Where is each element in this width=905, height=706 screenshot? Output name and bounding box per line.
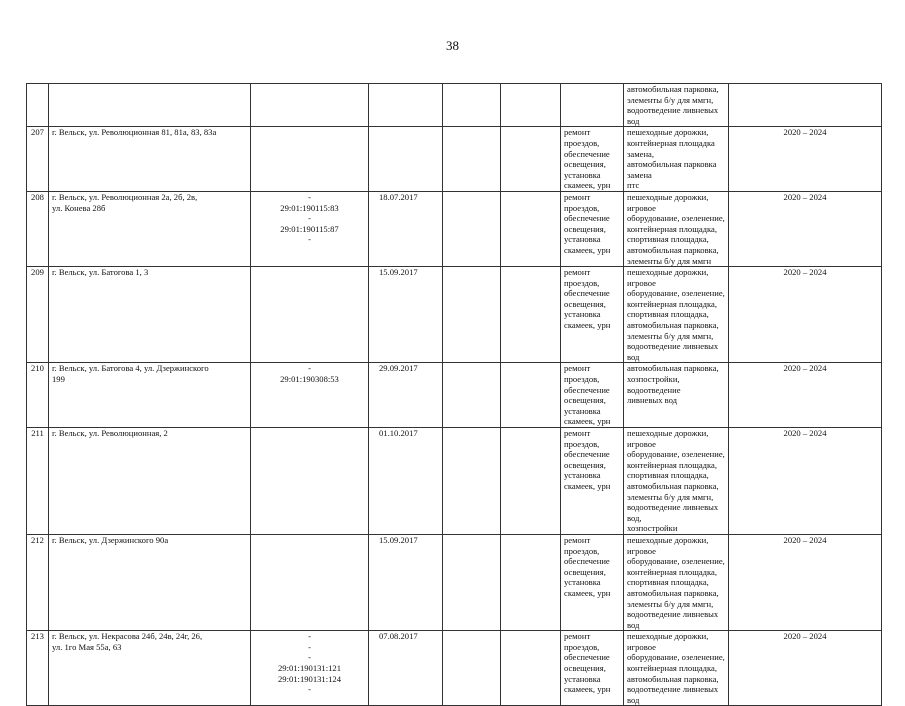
cell-address: г. Вельск, ул. Революционная, 2 bbox=[49, 428, 251, 535]
cell-empty-a bbox=[443, 127, 501, 192]
cell-date: 15.09.2017 bbox=[369, 534, 443, 630]
cell-period: 2020 – 2024 bbox=[729, 267, 882, 363]
cell-date: 18.07.2017 bbox=[369, 191, 443, 266]
cell-address: г. Вельск, ул. Дзержинского 90а bbox=[49, 534, 251, 630]
cell-cadastral bbox=[251, 84, 369, 127]
cell-num: 212 bbox=[27, 534, 49, 630]
registry-table bbox=[26, 83, 882, 706]
cell-period bbox=[729, 84, 882, 127]
cell-num bbox=[27, 84, 49, 127]
table-row bbox=[27, 191, 882, 266]
cell-date bbox=[369, 84, 443, 127]
cell-empty-a bbox=[443, 84, 501, 127]
cell-works: ремонт проездов, обеспечение освещения, установка скамеек, урн bbox=[561, 267, 624, 363]
cell-empty-b bbox=[501, 84, 561, 127]
cell-empty-b bbox=[501, 363, 561, 428]
cell-num: 213 bbox=[27, 631, 49, 706]
cell-empty-b bbox=[501, 428, 561, 535]
cell-address: г. Вельск, ул. Батогова 1, 3 bbox=[49, 267, 251, 363]
cell-address bbox=[49, 84, 251, 127]
cell-amenities: пешеходные дорожки, игровое оборудование, озеленение, контейнерная площадка, спортивная площадка, автомобильная парковка, элементы б/у для ммгн, водоотведение ливневых вод bbox=[624, 267, 729, 363]
cell-amenities: пешеходные дорожки, игровое оборудование, озеленение, контейнерная площадка, автомобильная парковка, водоотведение ливневых вод bbox=[624, 631, 729, 706]
cell-num: 207 bbox=[27, 127, 49, 192]
cell-empty-b bbox=[501, 534, 561, 630]
cell-amenities: автомобильная парковка, хозпостройки, водоотведение ливневых вод bbox=[624, 363, 729, 428]
cell-date: 29.09.2017 bbox=[369, 363, 443, 428]
cell-amenities bbox=[624, 84, 729, 127]
cell-cadastral: - 29:01:190115:83 - 29:01:190115:87 - bbox=[251, 191, 369, 266]
cell-cadastral bbox=[251, 127, 369, 192]
cell-empty-b bbox=[501, 631, 561, 706]
cell-address: г. Вельск, ул. Батогова 4, ул. Дзержинского 199 bbox=[49, 363, 251, 428]
cell-empty-a bbox=[443, 191, 501, 266]
cell-works: ремонт проездов, обеспечение освещения, установка скамеек, урн bbox=[561, 428, 624, 535]
cell-cadastral bbox=[251, 534, 369, 630]
cell-cadastral: - 29:01:190308:53 bbox=[251, 363, 369, 428]
cell-period: 2020 – 2024 bbox=[729, 534, 882, 630]
cell-address: г. Вельск, ул. Некрасова 24б, 24в, 24г, 26, ул. 1го Мая 55а, 63 bbox=[49, 631, 251, 706]
cell-works: ремонт проездов, обеспечение освещения, установка скамеек, урн bbox=[561, 127, 624, 192]
page-number: 38 bbox=[446, 38, 459, 53]
cell-empty-b bbox=[501, 191, 561, 266]
amenities-text: автомобильная парковка, элементы б/у для ммгн, водоотведение ливневых вод bbox=[627, 84, 719, 126]
cell-empty-a bbox=[443, 363, 501, 428]
cell-works: ремонт проездов, обеспечение освещения, установка скамеек, урн bbox=[561, 191, 624, 266]
cell-amenities: пешеходные дорожки, игровое оборудование, озеленение, контейнерная площадка, спортивная площадка, автомобильная парковка, элементы б/у для ммгн bbox=[624, 191, 729, 266]
cell-amenities: пешеходные дорожки, игровое оборудование, озеленение, контейнерная площадка, спортивная площадка, автомобильная парковка, элементы б/у для ммгн, водоотведение ливневых вод, хозпостройки bbox=[624, 428, 729, 535]
cell-empty-a bbox=[443, 534, 501, 630]
cell-date: 07.08.2017 bbox=[369, 631, 443, 706]
cell-num: 210 bbox=[27, 363, 49, 428]
cell-empty-a bbox=[443, 631, 501, 706]
cell-period: 2020 – 2024 bbox=[729, 363, 882, 428]
cell-date bbox=[369, 127, 443, 192]
table-row bbox=[27, 428, 882, 535]
cell-period: 2020 – 2024 bbox=[729, 127, 882, 192]
cell-date: 15.09.2017 bbox=[369, 267, 443, 363]
cell-empty-b bbox=[501, 267, 561, 363]
cell-cadastral bbox=[251, 267, 369, 363]
table-row bbox=[27, 363, 882, 428]
cell-period: 2020 – 2024 bbox=[729, 191, 882, 266]
table-row bbox=[27, 631, 882, 706]
cell-empty-a bbox=[443, 267, 501, 363]
cell-period: 2020 – 2024 bbox=[729, 631, 882, 706]
cell-works: ремонт проездов, обеспечение освещения, установка скамеек, урн bbox=[561, 363, 624, 428]
cell-empty-b bbox=[501, 127, 561, 192]
cell-date: 01.10.2017 bbox=[369, 428, 443, 535]
cell-works: ремонт проездов, обеспечение освещения, установка скамеек, урн bbox=[561, 631, 624, 706]
cell-address: г. Вельск, ул. Революционная 2а, 2б, 2в, ул. Конева 28б bbox=[49, 191, 251, 266]
cell-num: 209 bbox=[27, 267, 49, 363]
table-row bbox=[27, 534, 882, 630]
cell-works: ремонт проездов, обеспечение освещения, установка скамеек, урн bbox=[561, 534, 624, 630]
cell-period: 2020 – 2024 bbox=[729, 428, 882, 535]
table-row bbox=[27, 127, 882, 192]
cell-works bbox=[561, 84, 624, 127]
cell-amenities: пешеходные дорожки, игровое оборудование, озеленение, контейнерная площадка, спортивная площадка, автомобильная парковка, элементы б/у для ммгн, водоотведение ливневых вод bbox=[624, 534, 729, 630]
table-row-continuation bbox=[27, 84, 882, 127]
cell-num: 211 bbox=[27, 428, 49, 535]
cell-empty-a bbox=[443, 428, 501, 535]
cell-amenities: пешеходные дорожки, контейнерная площадка замена, автомобильная парковка замена птс bbox=[624, 127, 729, 192]
cell-address: г. Вельск, ул. Революционная 81, 81а, 83, 83а bbox=[49, 127, 251, 192]
table-row bbox=[27, 267, 882, 363]
cell-cadastral: - - - 29:01:190131:121 29:01:190131:124 - bbox=[251, 631, 369, 706]
cell-num: 208 bbox=[27, 191, 49, 266]
cell-cadastral bbox=[251, 428, 369, 535]
